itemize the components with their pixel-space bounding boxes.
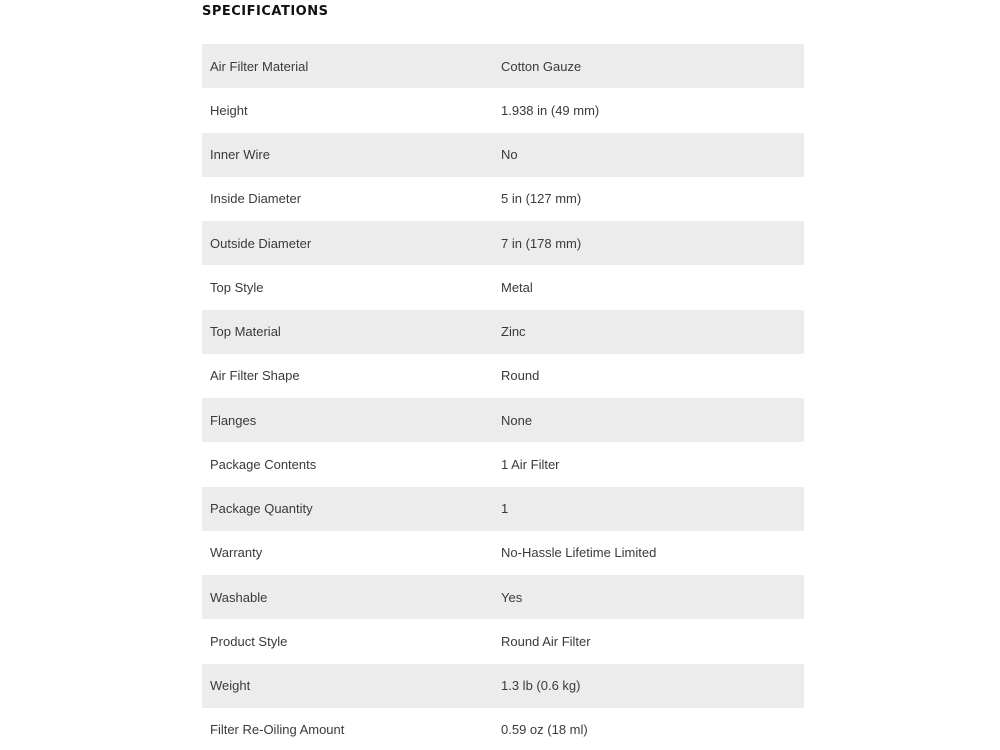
spec-value: 7 in (178 mm) xyxy=(501,235,582,251)
spec-label: Air Filter Material xyxy=(210,58,309,74)
spec-label: Height xyxy=(210,102,248,118)
spec-value: 1 Air Filter xyxy=(501,456,560,472)
spec-label: Top Material xyxy=(210,324,281,340)
spec-value: Zinc xyxy=(501,324,526,340)
spec-label: Package Quantity xyxy=(210,501,313,517)
spec-row-inner-wire xyxy=(202,133,804,177)
spec-value: None xyxy=(501,412,533,428)
spec-value: 5 in (127 mm) xyxy=(501,191,582,207)
spec-label: Package Contents xyxy=(210,456,317,472)
spec-value: Yes xyxy=(501,589,523,605)
spec-label: Inner Wire xyxy=(210,147,270,163)
spec-label: Warranty xyxy=(210,545,263,561)
spec-row-warranty xyxy=(202,531,804,575)
spec-label: Weight xyxy=(210,678,251,694)
spec-row-top-material xyxy=(202,310,804,354)
spec-label: Outside Diameter xyxy=(210,235,312,251)
spec-value: 1 xyxy=(501,501,509,517)
spec-row-product-style xyxy=(202,619,804,663)
spec-label: Flanges xyxy=(210,412,257,428)
spec-value: 1.3 lb (0.6 kg) xyxy=(501,678,581,694)
spec-value: Cotton Gauze xyxy=(501,58,582,74)
spec-row-weight xyxy=(202,664,804,708)
specifications-table xyxy=(202,44,804,750)
spec-row-air-filter-material xyxy=(202,44,804,88)
spec-row-air-filter-shape xyxy=(202,354,804,398)
spec-row-filter-re-oiling-amount xyxy=(202,708,804,750)
spec-value: Metal xyxy=(501,279,533,295)
spec-label: Filter Re-Oiling Amount xyxy=(210,722,345,738)
spec-label: Product Style xyxy=(210,633,288,649)
spec-label: Air Filter Shape xyxy=(210,368,300,384)
spec-row-package-contents xyxy=(202,442,804,486)
spec-value: No-Hassle Lifetime Limited xyxy=(501,545,657,561)
spec-row-top-style xyxy=(202,265,804,309)
spec-row-package-quantity xyxy=(202,487,804,531)
spec-label: Washable xyxy=(210,589,268,605)
spec-row-outside-diameter xyxy=(202,221,804,265)
spec-row-inside-diameter xyxy=(202,177,804,221)
spec-value: 0.59 oz (18 ml) xyxy=(501,722,588,738)
spec-row-flanges xyxy=(202,398,804,442)
specifications-heading: SPECIFICATIONS xyxy=(202,4,329,19)
spec-row-height xyxy=(202,88,804,132)
spec-row-washable xyxy=(202,575,804,619)
spec-value: Round Air Filter xyxy=(501,633,591,649)
spec-value: No xyxy=(501,147,518,163)
spec-value: 1.938 in (49 mm) xyxy=(501,102,600,118)
spec-label: Inside Diameter xyxy=(210,191,302,207)
spec-value: Round xyxy=(501,368,540,384)
spec-label: Top Style xyxy=(210,279,264,295)
